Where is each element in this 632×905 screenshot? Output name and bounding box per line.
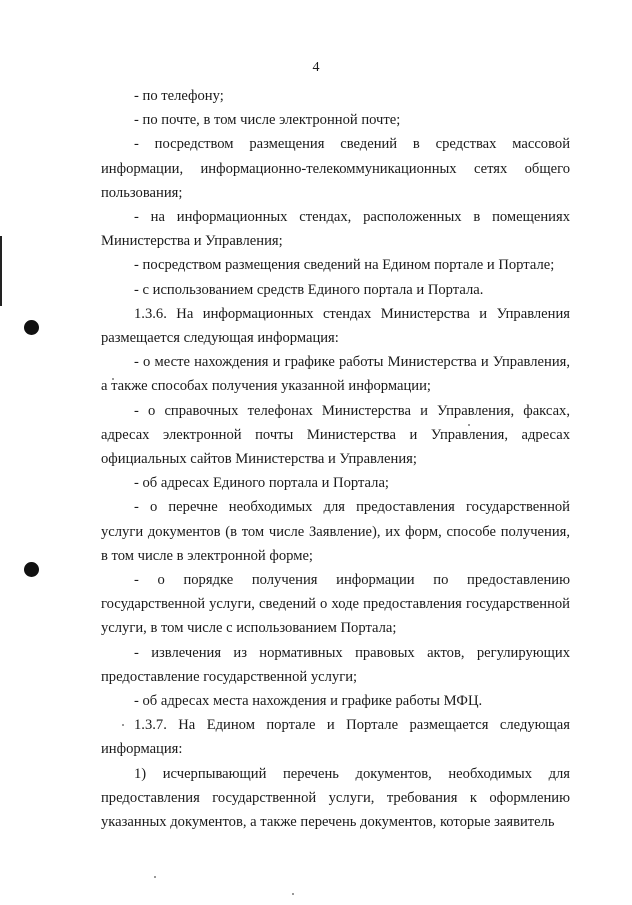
scan-speck (154, 876, 156, 878)
paragraph: - с использованием средств Единого портала и Портала. (134, 281, 484, 298)
paragraph: - о перечне необходимых для предоставления государственной услуги документов (в том числе Заявление), их форм, способе получения, в том числе в электронной форме; (101, 499, 570, 564)
scan-speck (292, 893, 294, 895)
paragraph: - по почте, в том числе электронной почте; (134, 112, 401, 129)
document-body (101, 84, 570, 834)
paragraph: - извлечения из нормативных правовых актов, регулирующих предоставление государственной услуги; (101, 644, 570, 685)
paragraph: - посредством размещения сведений в средствах массовой информации, информационно-телекоммуникационных сетях общего пользования; (101, 136, 570, 201)
paragraph: - о порядке получения информации по предоставлению государственной услуги, сведений о ходе предоставления государственной услуги, в том числе с использованием Портала; (101, 572, 570, 637)
paragraph: - на информационных стендах, расположенных в помещениях Министерства и Управления; (101, 209, 570, 250)
punch-hole-bottom (24, 562, 39, 577)
paragraph: - посредством размещения сведений на Едином портале и Портале; (134, 257, 555, 274)
paragraph: - о месте нахождения и графике работы Министерства и Управления, а также способах получения указанной информации; (101, 354, 570, 395)
paragraph: - по телефону; (134, 88, 224, 104)
paragraph: - об адресах места нахождения и графике работы МФЦ. (134, 693, 483, 710)
punch-hole-top (24, 320, 39, 335)
paragraph: - об адресах Единого портала и Портала; (134, 475, 389, 492)
page-number: 4 (312, 60, 320, 75)
scan-margin-mark (0, 236, 2, 306)
paragraph: - о справочных телефонах Министерства и Управления, факсах, адресах электронной почты Министерства и Управления, адресах официальных сайтов Министерства и Управления; (101, 402, 570, 468)
numbered-paragraph: 1) исчерпывающий перечень документов, необходимых для предоставления государственной услуги, требования к оформлению указанных документов, а также перечень документов, которые заявитель (101, 765, 570, 831)
section-paragraph: 1.3.7. На Едином портале и Портале размещается следующая информация: (101, 717, 570, 758)
section-paragraph: 1.3.6. На информационных стендах Министерства и Управления размещается следующая информация: (101, 305, 570, 347)
